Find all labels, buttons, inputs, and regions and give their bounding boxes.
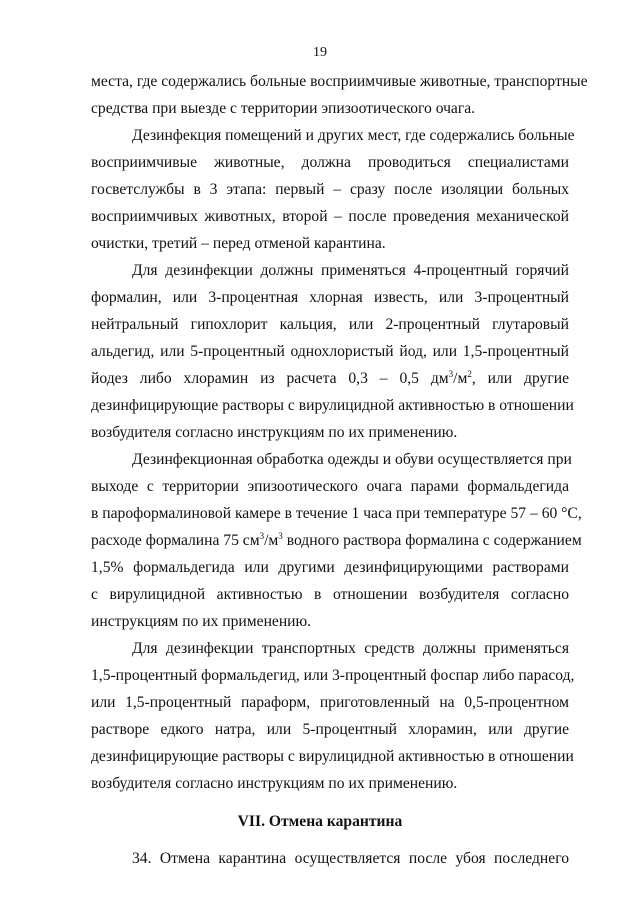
text-line: Дезинфекционная обработка одежды и обуви осуществляется при [132, 451, 572, 468]
text-line: дезинфицирующие растворы с вирулицидной активностью в отношении [91, 748, 574, 765]
text-line: Дезинфекция помещений и других мест, где содержались больные [132, 127, 575, 144]
text-segment: йодез либо хлорамин из расчета 0,3 – 0,5 дм [91, 370, 449, 387]
text-line: формалин, или 3-процентная хлорная известь, или 3-процентный [91, 289, 569, 306]
text-line: возбудителя согласно инструкциям по их применению. [91, 775, 458, 792]
text-line: средства при выезде с территории эпизоотического очага. [91, 100, 476, 117]
text-line: возбудителя согласно инструкциям по их применению. [91, 424, 458, 441]
text-segment: , или другие [471, 370, 569, 387]
text-line: нейтральный гипохлорит кальция, или 2-процентный глутаровый [91, 316, 569, 333]
text-line: в пароформалиновой камере в течение 1 часа при температуре 57 – 60 °С, [91, 505, 582, 522]
text-line: госветслужбы в 3 этапа: первый – сразу после изоляции больных [91, 181, 569, 198]
text-line-with-units [91, 369, 569, 389]
text-line: Для дезинфекции транспортных средств должны применяться [132, 640, 569, 657]
section-heading: VII. Отмена карантина [237, 813, 403, 830]
superscript: 3 [278, 531, 283, 541]
text-line: выходе с территории эпизоотического очага парами формальдегида [91, 478, 569, 495]
text-line: места, где содержались больные восприимчивые животные, транспортные [91, 73, 588, 90]
superscript: 2 [467, 369, 472, 379]
text-line: дезинфицирующие растворы с вирулицидной активностью в отношении [91, 397, 574, 414]
text-segment: водного раствора формалина с содержанием [282, 532, 582, 549]
text-line: восприимчивых животных, второй – после проведения механической [91, 208, 569, 225]
text-line: растворе едкого натра, или 5-процентный хлорамин, или другие [91, 721, 569, 738]
text-line: альдегид, или 5-процентный однохлористый йод, или 1,5-процентный [91, 343, 569, 360]
text-segment: /м [453, 370, 468, 387]
text-line: 34. Отмена карантина осуществляется после убоя последнего [132, 850, 569, 867]
text-line: Для дезинфекции должны применяться 4-процентный горячий [132, 262, 569, 279]
superscript: 3 [259, 531, 265, 541]
text-line: или 1,5-процентный параформ, приготовленный на 0,5-процентном [91, 694, 569, 711]
text-line: очистки, третий – перед отменой карантина. [91, 235, 386, 252]
text-line-with-units [91, 531, 582, 551]
text-line: инструкциям по их применению. [91, 613, 312, 630]
text-line: 1,5% формальдегида или другими дезинфицирующими растворами [91, 559, 569, 576]
text-segment: расходе формалина 75 см [91, 532, 260, 549]
page-number: 19 [313, 45, 327, 60]
text-line: восприимчивые животные, должна проводиться специалистами [91, 154, 569, 171]
text-segment: /м [264, 532, 279, 549]
text-line: с вирулицидной активностью в отношении возбудителя согласно [91, 586, 569, 603]
text-line: 1,5-процентный формальдегид, или 3-процентный фоспар либо парасод, [91, 667, 575, 684]
superscript: 3 [448, 369, 454, 379]
